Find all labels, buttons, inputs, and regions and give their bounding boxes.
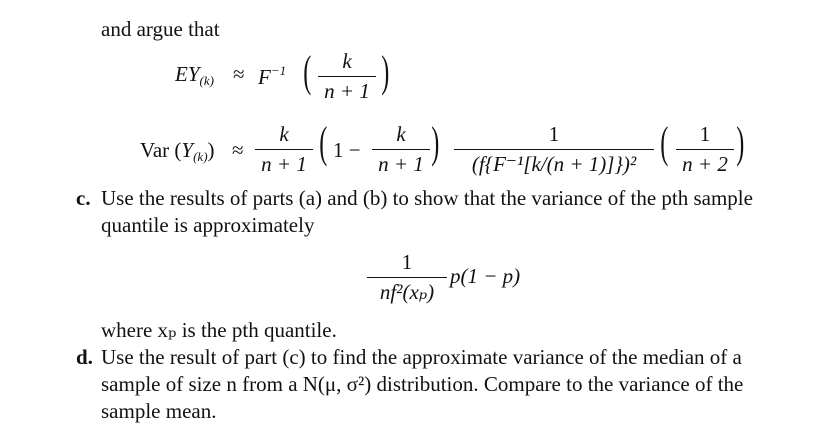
eq2-var: Var (140, 138, 170, 162)
eq1-right-paren: ) (381, 47, 390, 96)
eq2-fraction-1 (255, 124, 313, 175)
eq3-num: 1 (401, 250, 413, 274)
eq2-paren-2-left: ( (660, 118, 669, 167)
eq2-fraction-2 (372, 124, 430, 175)
eq3-tail: p(1 − p) (450, 264, 521, 288)
part-d-label: d. (76, 345, 93, 369)
eq2-paren-1-right: ) (431, 118, 440, 167)
part-d-line-3: sample mean. (101, 399, 217, 423)
eq1-approx: ≈ (233, 62, 245, 86)
eq2-f4-den: n + 2 (682, 152, 728, 177)
eq2-one-minus: 1 − (333, 138, 361, 162)
where-text: where xₚ is the pth quantile. (101, 318, 337, 342)
eq2-fraction-4 (676, 124, 734, 175)
eq2-approx: ≈ (232, 138, 244, 162)
eq2-f1-den: n + 1 (261, 152, 307, 177)
intro-text: and argue that (101, 17, 220, 41)
eq2-f2-den: n + 1 (378, 152, 424, 177)
eq2-f2-num: k (396, 122, 406, 146)
part-c-line-2: quantile is approximately (101, 213, 315, 237)
eq2-f3-den: (f{F⁻¹[k/(n + 1)]})² (471, 152, 637, 177)
part-d-line-1: Use the result of part (c) to find the approximate variance of the median of a (101, 345, 742, 369)
eq1-finv-sup: −1 (270, 63, 287, 78)
eq3-fraction (367, 252, 447, 303)
eq1-lhs: EY (175, 62, 200, 86)
eq1-frac-den: n + 1 (324, 79, 370, 104)
eq2-paren-1-left: ( (319, 118, 328, 167)
part-c-line-1: Use the results of parts (a) and (b) to show that the variance of the pth sample (101, 186, 753, 210)
eq2-f4-num: 1 (699, 122, 711, 146)
eq1-lhs-sub: (k) (199, 73, 214, 88)
eq1-frac-num: k (342, 49, 352, 73)
eq2-lhs-sub: (k) (193, 149, 208, 164)
eq1-fraction (318, 51, 376, 102)
eq2-f1-num: k (279, 122, 289, 146)
part-c-label: c. (76, 186, 91, 210)
eq2-fraction-3 (454, 124, 654, 175)
eq1-finv: F (258, 65, 271, 89)
eq1-left-paren: ( (303, 47, 312, 96)
part-d-line-2: sample of size n from a N(μ, σ²) distribution. Compare to the variance of the (101, 372, 744, 396)
eq3-den: nf²(xₚ) (379, 280, 435, 305)
eq2-lhs-arg: Y (181, 138, 194, 162)
eq2-paren-2-right: ) (736, 118, 745, 167)
eq2-f3-num: 1 (548, 122, 560, 146)
